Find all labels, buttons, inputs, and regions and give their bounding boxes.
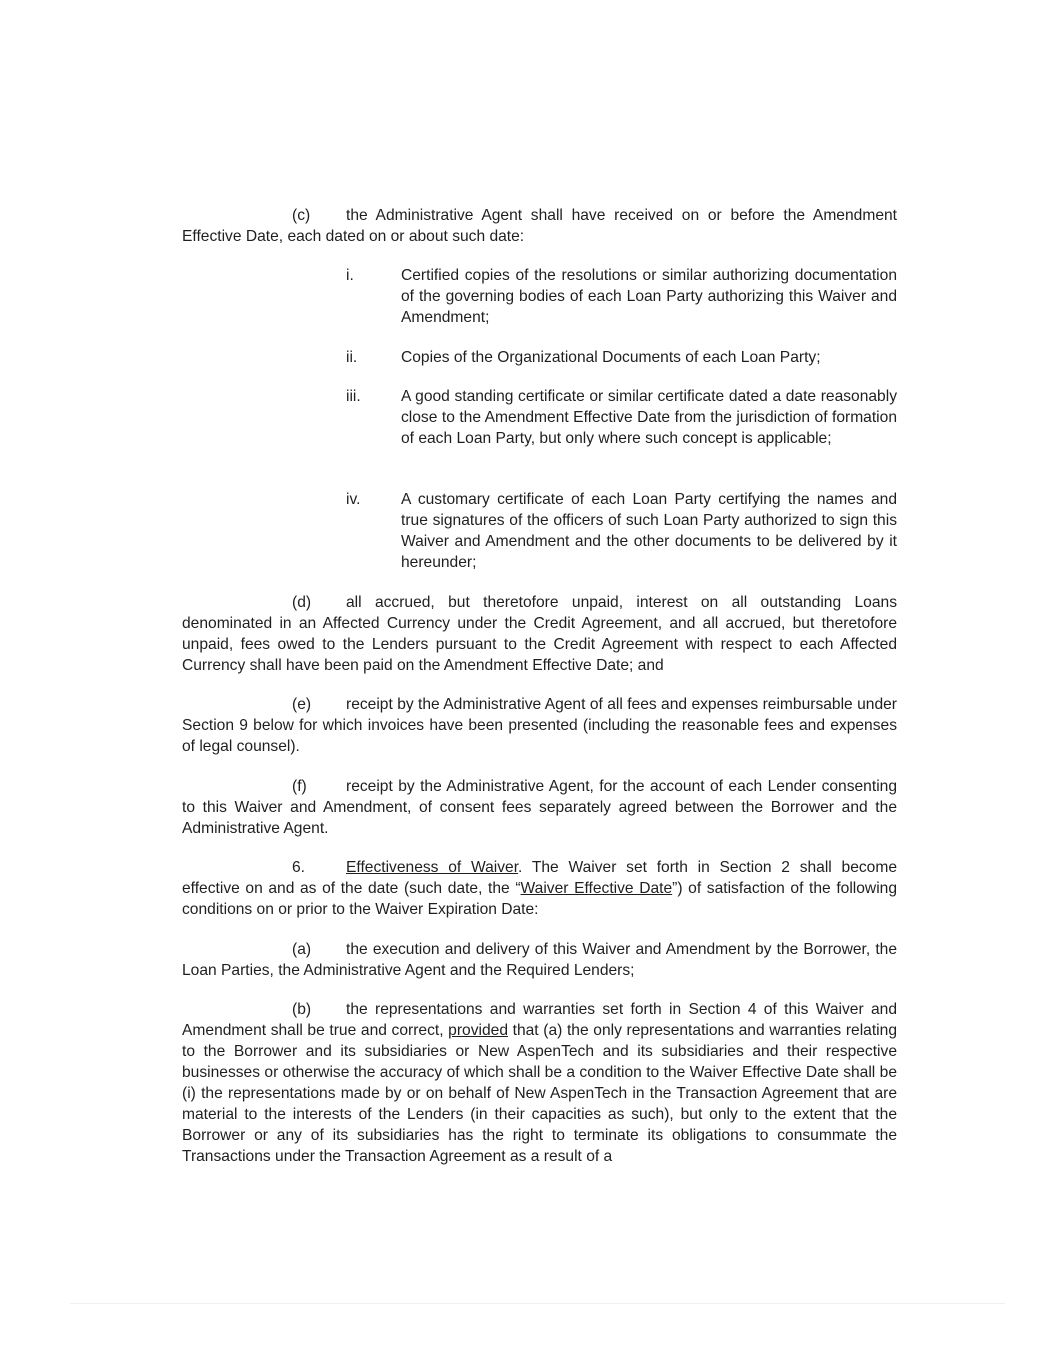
paragraph-e-text: receipt by the Administrative Agent of all fees and expenses reimbursable under Section 9 below for which invoices have been presented (including the reasonable fees and expenses of legal counsel). [182, 696, 897, 755]
paragraph-6a-text: the execution and delivery of this Waiver and Amendment by the Borrower, the Loan Parties, the Administrative Agent and the Required Lenders; [182, 941, 897, 979]
paragraph-6a-label: (a) [292, 941, 312, 958]
paragraph-6b-text-1: the representations and warranties set forth in Section 4 of this Waiver and Amendment shall be true and correct, [182, 1001, 897, 1039]
defined-term-waiver-effective-date: Waiver Effective Date [520, 880, 673, 897]
paragraph-6b-label: (b) [292, 1001, 312, 1018]
list-item-text: Copies of the Organizational Documents of each Loan Party; [401, 349, 821, 366]
paragraph-e [182, 694, 897, 757]
list-item-text: A good standing certificate or similar certificate dated a date reasonably close to the Amendment Effective Date from the jurisdiction of formation of each Loan Party, but only where such concept is applicable; [401, 388, 897, 447]
list-item-number: ii. [346, 349, 358, 366]
list-item-ii [346, 347, 897, 369]
paragraph-c-label: (c) [292, 207, 311, 224]
list-item-number: iii. [346, 388, 361, 405]
provided-term: provided [448, 1022, 508, 1039]
section-6-text-1: . The Waiver set forth in Section 2 shall become effective on and as of the date (such date, the “ [182, 859, 897, 897]
paragraph-6b [182, 999, 897, 1167]
paragraph-f-text: receipt by the Administrative Agent, for the account of each Lender consenting to this Waiver and Amendment, of consent fees separately agreed between the Borrower and the Administrative Agent. [182, 778, 897, 837]
list-item-iv [346, 489, 897, 575]
paragraph-6a [182, 939, 897, 981]
list-item-text: Certified copies of the resolutions or similar authorizing documentation of the governing bodies of each Loan Party authorizing this Waiver and Amendment; [401, 267, 897, 326]
page-footer-divider [70, 1303, 1005, 1304]
section-6-text-2: ”) of satisfaction of the following conditions on or prior to the Waiver Expiration Date: [182, 880, 898, 918]
list-item-number: i. [346, 267, 354, 284]
section-6 [182, 857, 897, 920]
list-item-number: iv. [346, 491, 361, 508]
paragraph-6b-text-2: that (a) the only representations and warranties relating to the Borrower and its subsidiaries or New AspenTech and its subsidiaries and their respective businesses or otherwise the accuracy of which shall be a condition to the Waiver Effective Date shall be (i) the representations made by or on behalf of New AspenTech in the Transaction Agreement that are material to the interests of the Lenders (in their capacities as such), but only to the extent that the Borrower or any of its subsidiaries has the right to terminate its obligations to consummate the Transactions under the Transaction Agreement as a result of a [182, 1022, 897, 1165]
paragraph-d [182, 592, 897, 676]
paragraph-d-text: all accrued, but theretofore unpaid, interest on all outstanding Loans denominated in an Affected Currency under the Credit Agreement, and all accrued, but theretofore unpaid, fees owed to the Lenders pursuant to the Credit Agreement with respect to each Affected Currency shall have been paid on the Amendment Effective Date; and [182, 594, 897, 674]
list-item-text: A customary certificate of each Loan Party certifying the names and true signatures of the officers of such Loan Party authorized to sign this Waiver and Amendment and the other documents to be delivered by it hereunder; [401, 491, 897, 571]
list-item-i [346, 265, 897, 331]
paragraph-f [182, 776, 897, 839]
section-6-heading: Effectiveness of Waiver [346, 859, 519, 876]
paragraph-c-text: the Administrative Agent shall have received on or before the Amendment Effective Date, each dated on or about such date: [182, 207, 897, 245]
paragraph-e-label: (e) [292, 696, 312, 713]
paragraph-d-label: (d) [292, 594, 312, 611]
paragraph-c [182, 205, 897, 247]
section-6-number: 6. [292, 859, 306, 876]
paragraph-f-label: (f) [292, 778, 307, 795]
list-item-iii [346, 386, 897, 472]
